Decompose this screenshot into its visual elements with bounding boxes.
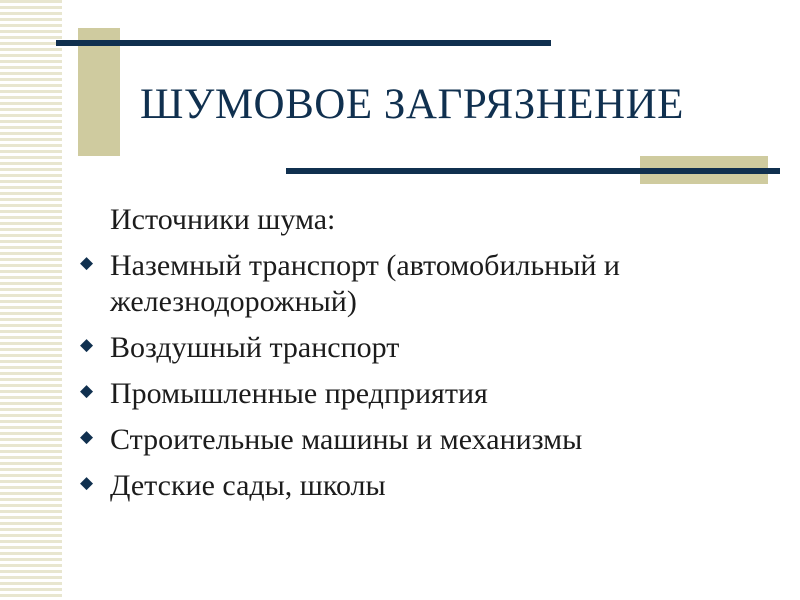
- title-rule-bottom: [286, 168, 780, 174]
- list-item: [80, 330, 780, 366]
- diamond-icon: ◆: [80, 473, 94, 492]
- title-rule-top: [56, 40, 551, 46]
- decorative-stripes: [0, 0, 62, 600]
- list-item: [80, 376, 780, 412]
- bullet-text: Детские сады, школы: [110, 469, 386, 502]
- list-item: [80, 248, 780, 320]
- list-item: [80, 468, 780, 504]
- diamond-icon: ◆: [80, 427, 94, 446]
- bullet-text: Наземный транспорт (автомобильный и железнодорожный): [110, 249, 620, 318]
- slide-content: [80, 202, 780, 514]
- slide-title: ШУМОВОЕ ЗАГРЯЗНЕНИЕ: [140, 81, 684, 128]
- bullet-text: Промышленные предприятия: [110, 377, 488, 410]
- bullet-text: Воздушный транспорт: [110, 331, 400, 364]
- bullet-list: [80, 248, 780, 504]
- diamond-icon: ◆: [80, 381, 94, 400]
- bullet-text: Строительные машины и механизмы: [110, 423, 583, 456]
- intro-text: Источники шума:: [110, 203, 336, 236]
- diamond-icon: ◆: [80, 335, 94, 354]
- diamond-icon: ◆: [80, 253, 94, 272]
- list-item: [80, 422, 780, 458]
- accent-block-top: [78, 28, 120, 156]
